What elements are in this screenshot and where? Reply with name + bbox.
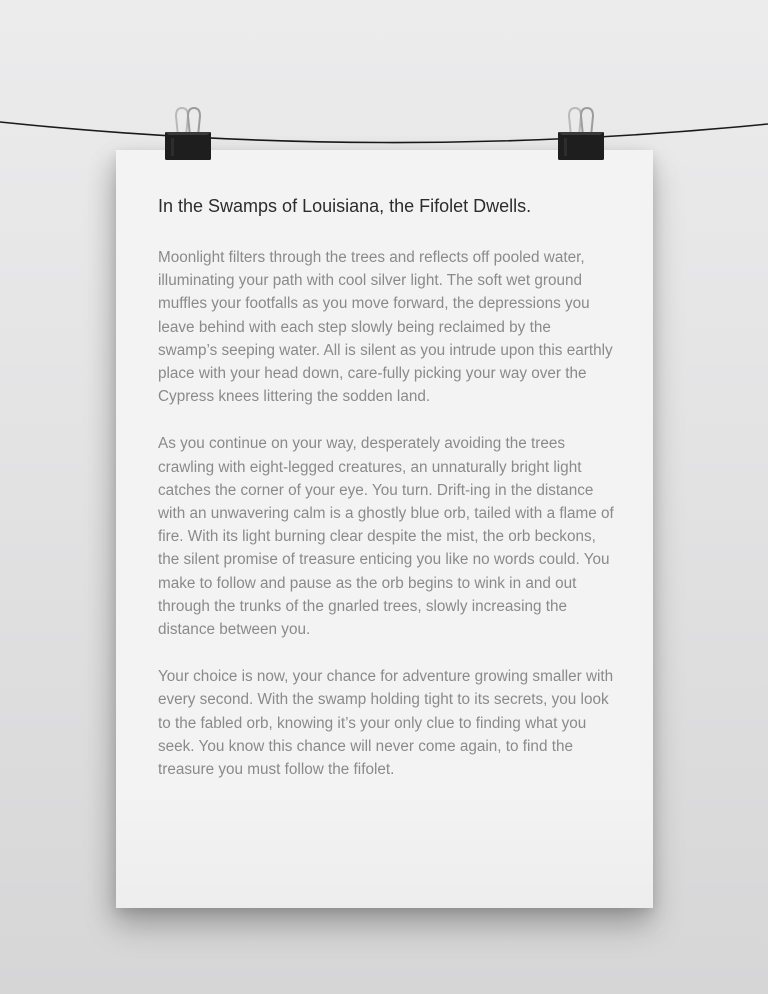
paragraph-2: As you continue on your way, desperately avoiding the trees crawling with eight-legged creatures, an unnaturally bright light catches the corner of your eye. You turn. Drift-ing in the distance with an unwavering calm is a ghostly blue orb, tailed with a flame of fire. With its light burning clear despite the mist, the orb beckons, the silent promise of treasure enticing you like no words could. You make to follow and pause as the orb begins to wink in and out through the trunks of the gnarled trees, slowly increasing the distance between you. — [158, 435, 614, 639]
paragraph-3: Your choice is now, your chance for adventure growing smaller with every second. With the swamp holding tight to its secrets, you look to the fabled orb, knowing it’s your only clue to finding what you seek. You know this chance will never come again, to find the treasure you must follow the fifolet. — [158, 668, 614, 779]
left-binder-clip-icon — [163, 104, 213, 162]
poster-paper — [116, 150, 653, 908]
poster-title: In the Swamps of Louisiana, the Fifolet Dwells. — [158, 196, 532, 216]
poster-body — [158, 246, 614, 805]
paragraph-1: Moonlight filters through the trees and reflects off pooled water, illuminating your path with cool silver light. The soft wet ground muffles your footfalls as you move forward, the depressions you leave behind with each step slowly being reclaimed by the swamp’s seeping water. All is silent as you intrude upon this earthly place with your head down, care-fully picking your way over the Cypress knees littering the sodden land. — [158, 249, 613, 406]
right-binder-clip-icon — [556, 104, 606, 162]
